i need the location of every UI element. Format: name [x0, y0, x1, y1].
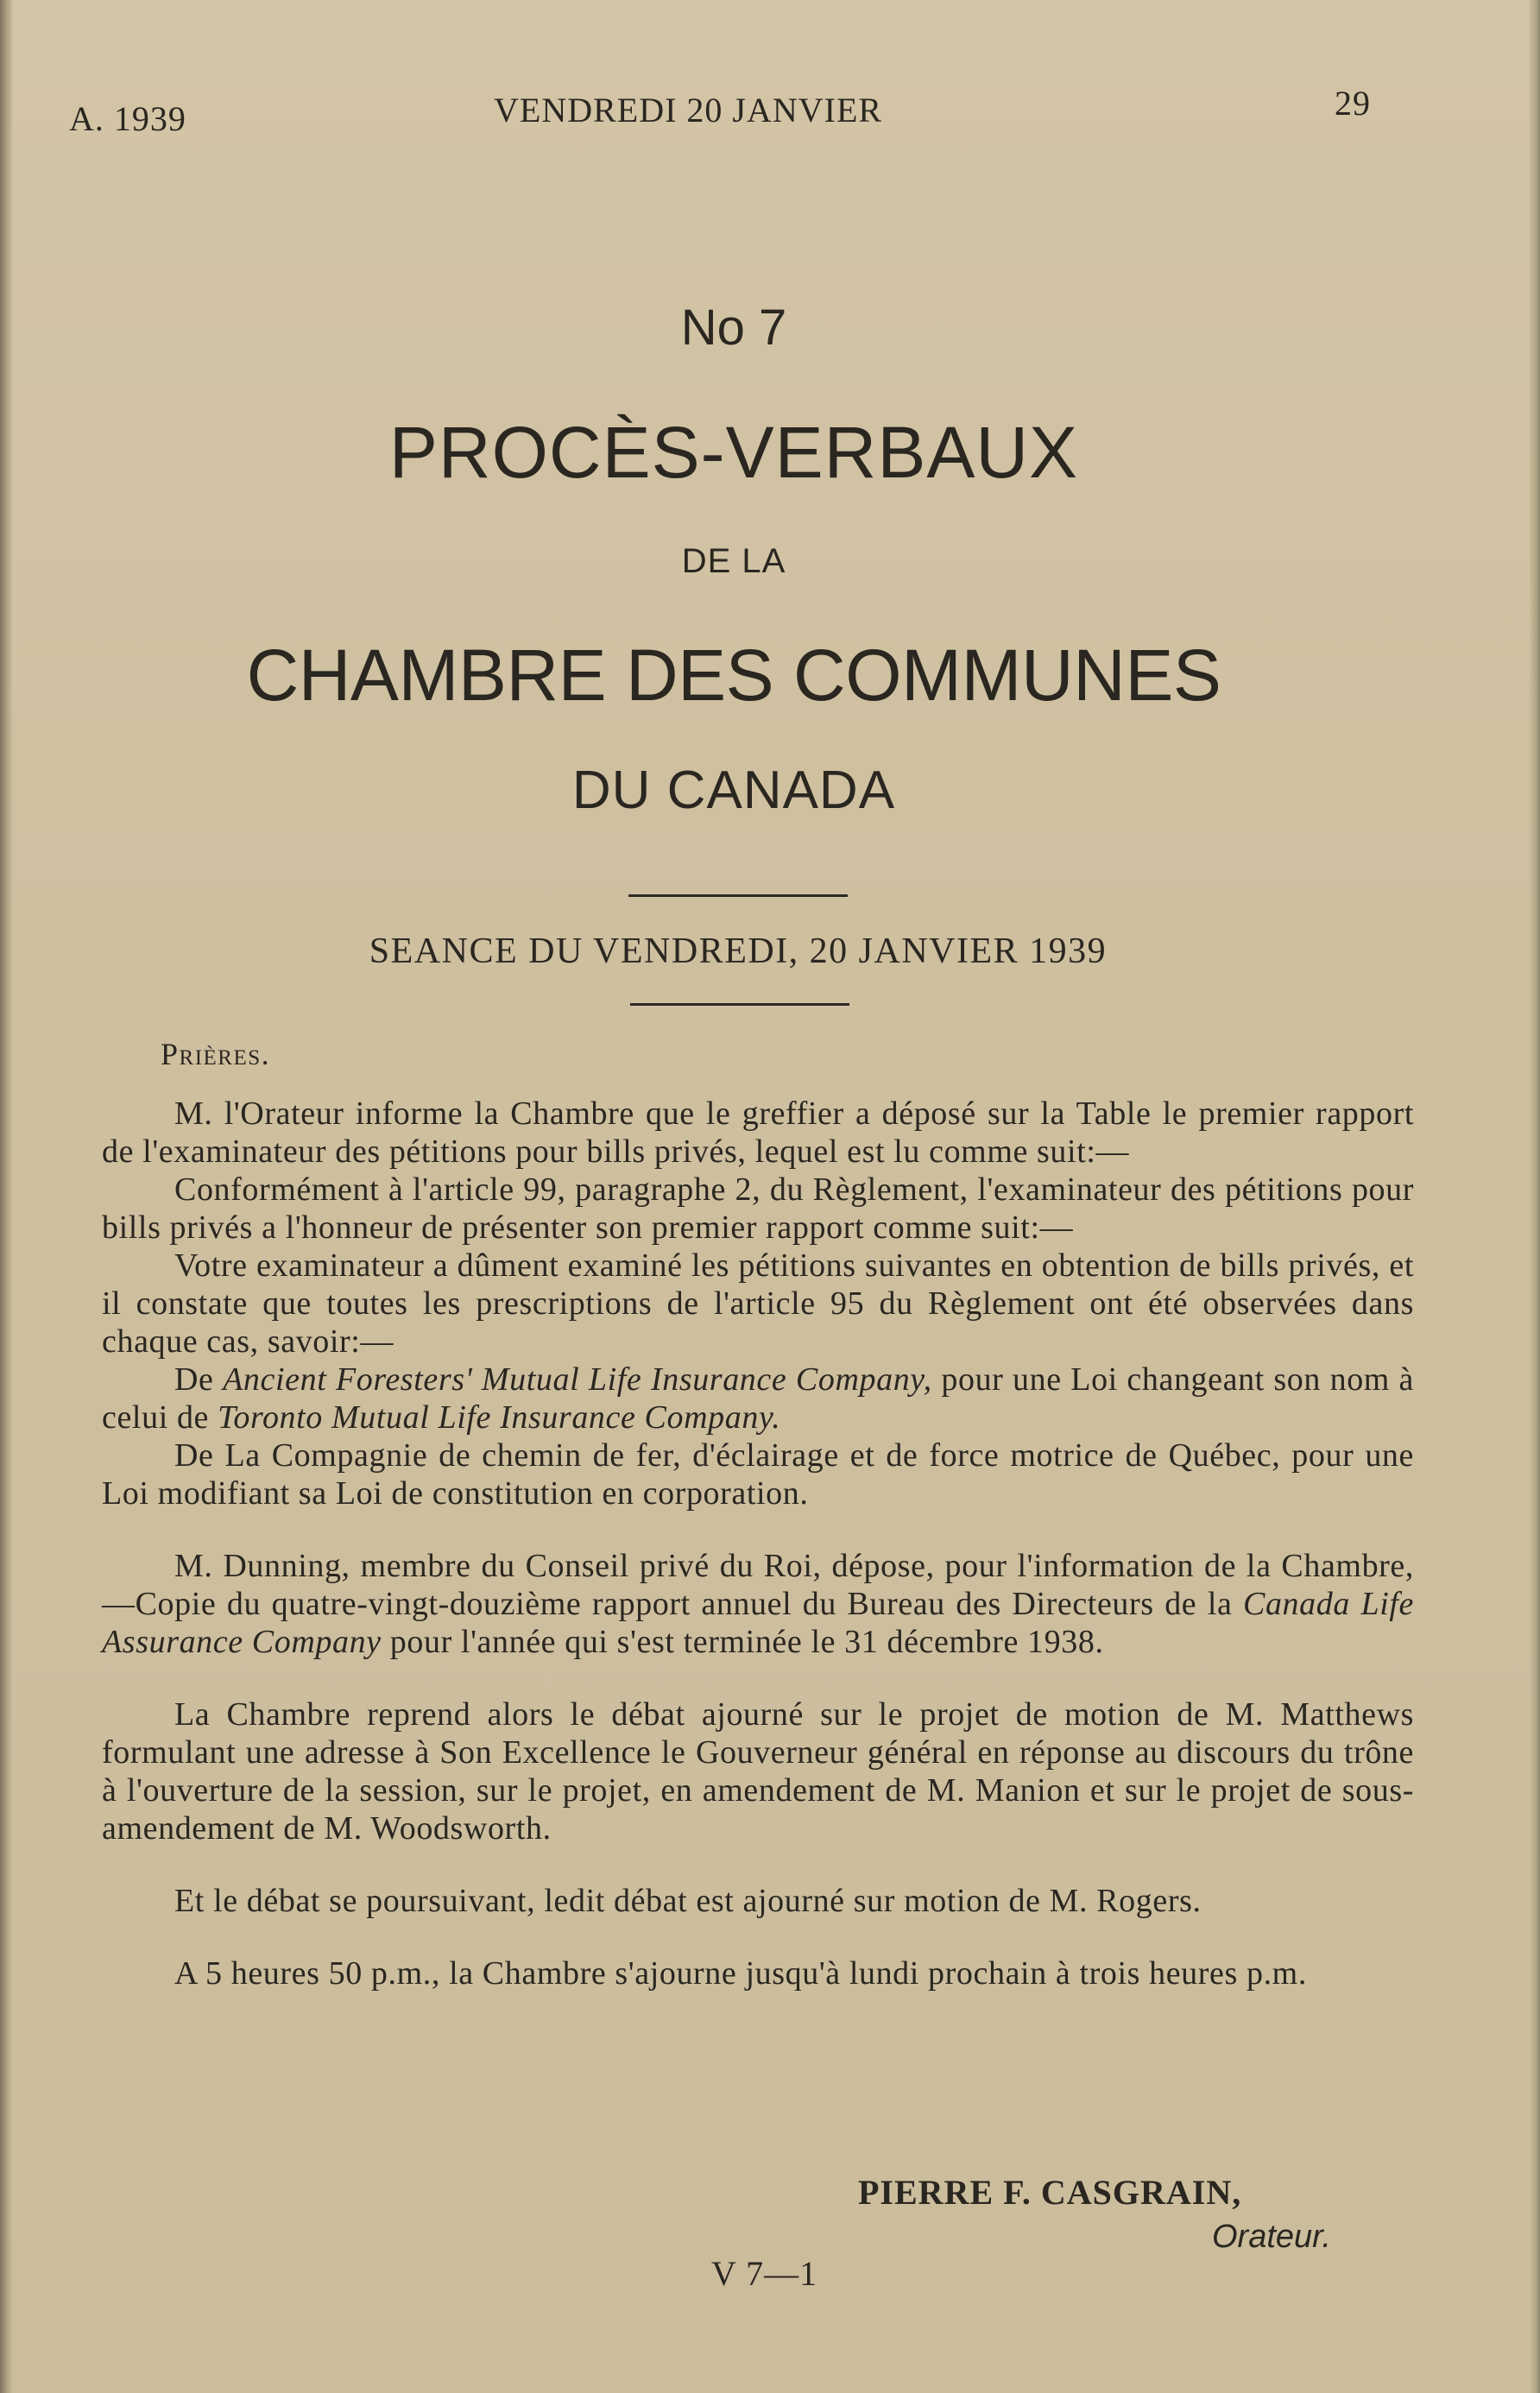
- paragraph-gap: [102, 1512, 1414, 1547]
- petition-foresters-middle: pour une Loi changeant son nom à celui de: [102, 1361, 1415, 1436]
- body-text: [102, 1095, 1414, 1992]
- chamber-name: CHAMBRE DES COMMUNES: [246, 635, 1221, 716]
- rule-bottom: [630, 1003, 849, 1006]
- paragraph-report-intro: M. l'Orateur informe la Chambre que le greffier a déposé sur la Table le premier rapport de l'examinateur des pétitions pour bills privés, lequel est lu comme suit:—: [102, 1095, 1414, 1170]
- paragraph-debate: La Chambre reprend alors le débat ajourné sur le projet de motion de M. Matthews formulant une adresse à Son Excellence le Gouverneur général en réponse au discours du trône à l'ouverture de la session, sur le projet, en amendement de M. Manion et sur le projet de sous-amendement de M. Woodsworth.: [102, 1696, 1414, 1847]
- header-date: VENDREDI 20 JANVIER: [494, 91, 883, 129]
- paragraph-petition-foresters: [102, 1361, 1414, 1436]
- signatory-name: PIERRE F. CASGRAIN,: [858, 2173, 1242, 2212]
- rule-top: [628, 894, 848, 897]
- header-year: A. 1939: [69, 99, 186, 138]
- paragraph-gap: [102, 1847, 1414, 1882]
- printer-signature-mark: V 7—1: [711, 2254, 818, 2293]
- paragraph-gap: [102, 1661, 1414, 1695]
- issue-number: No 7: [680, 300, 787, 356]
- paragraph-adjourn-debate: Et le débat se poursuivant, ledit débat est ajourné sur motion de M. Rogers.: [174, 1883, 1202, 1919]
- page-left-edge: [0, 0, 12, 2393]
- dunning-text-c: pour l'année qui s'est terminée le 31 décembre 1938.: [381, 1624, 1104, 1660]
- country-name: DU CANADA: [571, 761, 896, 820]
- title-connector: DE LA: [681, 542, 786, 580]
- paragraph-report-findings: Votre examinateur a dûment examiné les pétitions suivantes en obtention de bills privés, et il constate que toutes les prescriptions de l'article 95 du Règlement ont été observées dans chaque cas, savoir:—: [102, 1247, 1414, 1360]
- company-name-canada-life: Canada Life Assurance Company: [102, 1586, 1415, 1660]
- paragraph-petition-quebec: De La Compagnie de chemin de fer, d'éclairage et de force motrice de Québec, pour une Loi modifiant sa Loi de constitution en corporation.: [102, 1437, 1414, 1512]
- session-heading: SEANCE DU VENDREDI, 20 JANVIER 1939: [369, 931, 1108, 971]
- prayers-label: Prières.: [161, 1037, 271, 1071]
- dunning-text-a: M. Dunning, membre du Conseil privé du Roi, dépose, pour l'information de la Chambre,—Copie du quatre-vingt-douzième rapport annuel du Bureau des Directeurs de la: [102, 1548, 1414, 1622]
- company-name-toronto: Toronto Mutual Life Insurance Company.: [218, 1399, 781, 1436]
- page-number: 29: [1335, 84, 1371, 123]
- company-name-foresters: Ancient Foresters' Mutual Life Insurance Company,: [223, 1361, 932, 1398]
- signatory-role: Orateur.: [1212, 2219, 1331, 2255]
- paragraph-gap: [102, 1920, 1414, 1954]
- page-right-edge: [1530, 0, 1540, 2393]
- paragraph-dunning: [102, 1547, 1414, 1661]
- paragraph-report-rule: Conformément à l'article 99, paragraphe 2, du Règlement, l'examinateur des pétitions pour bills privés a l'honneur de présenter son premier rapport comme suit:—: [102, 1171, 1414, 1246]
- petition-foresters-prefix: De: [174, 1361, 224, 1398]
- paragraph-adjourn-house: A 5 heures 50 p.m., la Chambre s'ajourne jusqu'à lundi prochain à trois heures p.m.: [174, 1955, 1307, 1992]
- document-title: PROCÈS-VERBAUX: [388, 412, 1079, 493]
